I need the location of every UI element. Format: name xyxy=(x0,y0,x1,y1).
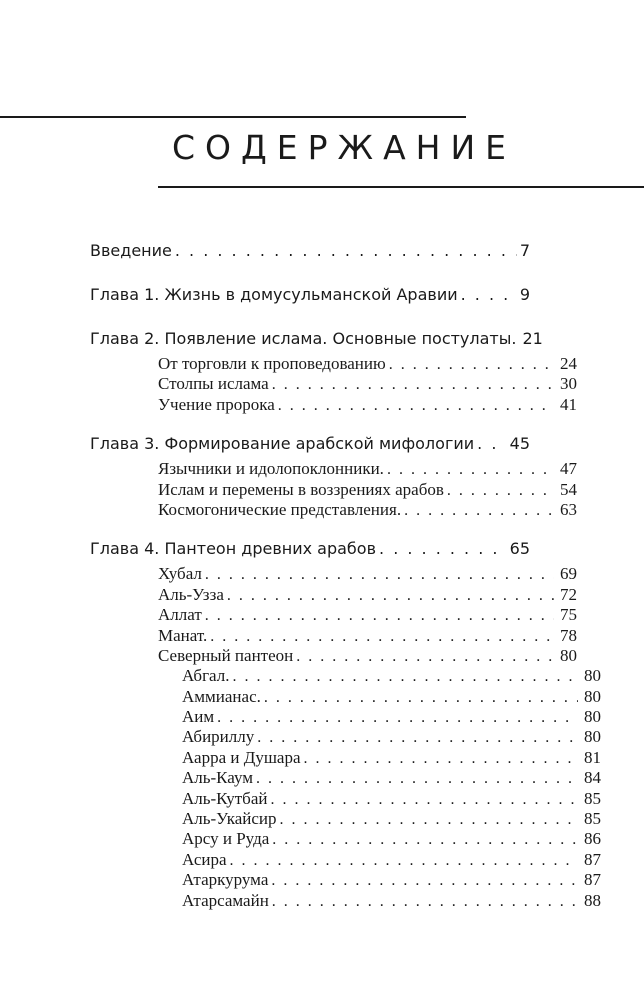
toc-entry-label: Атаркурума xyxy=(182,870,269,890)
toc-page-number: 85 xyxy=(584,809,601,829)
toc-page-number: 87 xyxy=(584,870,601,890)
dot-leader xyxy=(272,830,578,850)
toc-entry-label: Глава 3. Формирование арабской мифологии xyxy=(90,434,475,454)
toc-chapter-row xyxy=(90,324,543,354)
toc-entry-row xyxy=(90,646,577,666)
dot-leader xyxy=(296,647,554,667)
toc-page-number: 78 xyxy=(560,625,577,645)
dot-leader xyxy=(278,396,554,416)
toc-entry-label: Введение xyxy=(90,241,172,260)
toc-entry-row xyxy=(90,687,601,707)
toc-entry-row xyxy=(90,789,601,809)
toc-page-number: 45 xyxy=(509,434,530,454)
toc-page-number: 80 xyxy=(584,666,601,686)
bottom-rule xyxy=(158,186,644,188)
toc-entry-label: Аммианас. xyxy=(182,686,261,706)
toc-chapter-row xyxy=(90,236,530,266)
toc-entry-row xyxy=(90,395,577,415)
dot-leader xyxy=(264,688,578,708)
toc-page-number: 41 xyxy=(560,394,577,414)
toc-page-number: 7 xyxy=(519,241,530,260)
toc-entry-label: Абгал. xyxy=(182,666,230,686)
toc-entry-label: Аарра и Душара xyxy=(182,747,301,767)
dot-leader xyxy=(232,667,578,687)
dot-leader xyxy=(272,892,578,912)
dot-leader xyxy=(389,355,554,375)
toc-page-number: 81 xyxy=(584,747,601,767)
toc-entry-label: Аль-Узза xyxy=(158,584,224,604)
toc-entry-row xyxy=(90,891,601,911)
top-rule xyxy=(0,116,466,118)
toc-page-number: 85 xyxy=(584,788,601,808)
dot-leader xyxy=(379,534,507,564)
dot-leader xyxy=(404,501,554,521)
toc-page-number: 80 xyxy=(584,727,601,747)
toc-page-number: 72 xyxy=(560,584,577,604)
toc-page-number: 9 xyxy=(519,285,530,304)
dot-leader xyxy=(230,851,578,871)
toc-entry-row xyxy=(90,480,577,500)
table-of-contents xyxy=(90,236,601,911)
toc-page-number: 30 xyxy=(560,374,577,394)
toc-entry-label: Глава 2. Появление ислама. Основные постулаты. xyxy=(90,329,517,348)
toc-chapter-row xyxy=(90,534,530,564)
toc-entry-row xyxy=(90,829,601,849)
dot-leader xyxy=(205,565,554,585)
toc-entry-row xyxy=(90,500,577,520)
toc-entry-label: Аллат xyxy=(158,605,202,625)
toc-entry-row xyxy=(90,727,601,747)
dot-leader xyxy=(272,375,554,395)
toc-page-number: 80 xyxy=(584,707,601,727)
toc-page-number: 21 xyxy=(522,329,543,348)
toc-page-number: 63 xyxy=(560,499,577,519)
dot-leader xyxy=(477,429,507,459)
dot-leader xyxy=(210,627,554,647)
toc-entry-label: Учение пророка xyxy=(158,394,275,414)
toc-entry-row xyxy=(90,459,577,479)
toc-entry-row xyxy=(90,768,601,788)
toc-page-number: 87 xyxy=(584,849,601,869)
toc-entry-row xyxy=(90,666,601,686)
toc-entry-row xyxy=(90,564,577,584)
toc-entry-label: Хубал xyxy=(158,564,202,584)
toc-entry-row xyxy=(90,809,601,829)
toc-chapter-row xyxy=(90,280,530,310)
toc-page-number: 75 xyxy=(560,605,577,625)
toc-entry-row xyxy=(90,707,601,727)
toc-entry-label: Абириллу xyxy=(182,727,255,747)
toc-entry-label: От торговли к проповедованию xyxy=(158,354,386,373)
toc-entry-row xyxy=(90,585,577,605)
dot-leader xyxy=(217,708,578,728)
toc-page-number: 80 xyxy=(560,645,577,665)
toc-page-number: 88 xyxy=(584,890,601,910)
toc-chapter-row xyxy=(90,429,530,459)
toc-entry-label: Асира xyxy=(182,849,227,869)
dot-leader xyxy=(205,606,554,626)
dot-leader xyxy=(227,586,554,606)
dot-leader xyxy=(280,810,578,830)
toc-entry-row xyxy=(90,354,577,374)
toc-entry-row xyxy=(90,374,577,394)
toc-entry-label: Северный пантеон xyxy=(158,645,294,665)
toc-entry-label: Язычники и идолопоклонники. xyxy=(158,459,384,479)
toc-entry-label: Космогонические представления. xyxy=(158,499,402,519)
dot-leader xyxy=(447,481,554,501)
toc-entry-label: Атарсамайн xyxy=(182,890,269,910)
toc-entry-label: Аль-Каум xyxy=(182,768,254,788)
toc-page-number: 80 xyxy=(584,686,601,706)
toc-page-number: 24 xyxy=(560,354,577,373)
page-title: СОДЕРЖАНИЕ xyxy=(171,128,517,167)
dot-leader xyxy=(256,769,578,789)
toc-page-number: 54 xyxy=(560,479,577,499)
dot-leader xyxy=(175,236,517,266)
toc-entry-label: Аль-Кутбай xyxy=(182,788,268,808)
toc-entry-label: Столпы ислама xyxy=(158,374,269,394)
toc-entry-row xyxy=(90,605,577,625)
toc-page-number: 65 xyxy=(509,539,530,559)
toc-entry-row xyxy=(90,626,577,646)
toc-entry-label: Аим xyxy=(182,707,215,727)
toc-entry-label: Глава 1. Жизнь в домусульманской Аравии xyxy=(90,285,458,304)
dot-leader xyxy=(304,749,578,769)
dot-leader xyxy=(461,280,517,310)
dot-leader xyxy=(271,871,578,891)
toc-entry-label: Арсу и Руда xyxy=(182,829,270,849)
toc-entry-row xyxy=(90,850,601,870)
dot-leader xyxy=(270,790,578,810)
toc-page-number: 86 xyxy=(584,829,601,849)
toc-entry-label: Ислам и перемены в воззрениях арабов xyxy=(158,479,444,499)
toc-entry-row xyxy=(90,870,601,890)
toc-entry-label: Глава 4. Пантеон древних арабов xyxy=(90,539,377,559)
toc-page-number: 84 xyxy=(584,768,601,788)
toc-entry-row xyxy=(90,748,601,768)
toc-page-number: 47 xyxy=(560,459,577,479)
toc-entry-label: Аль-Укайсир xyxy=(182,809,277,829)
toc-entry-label: Манат. xyxy=(158,625,208,645)
dot-leader xyxy=(387,460,554,480)
dot-leader xyxy=(257,728,578,748)
toc-page-number: 69 xyxy=(560,564,577,584)
